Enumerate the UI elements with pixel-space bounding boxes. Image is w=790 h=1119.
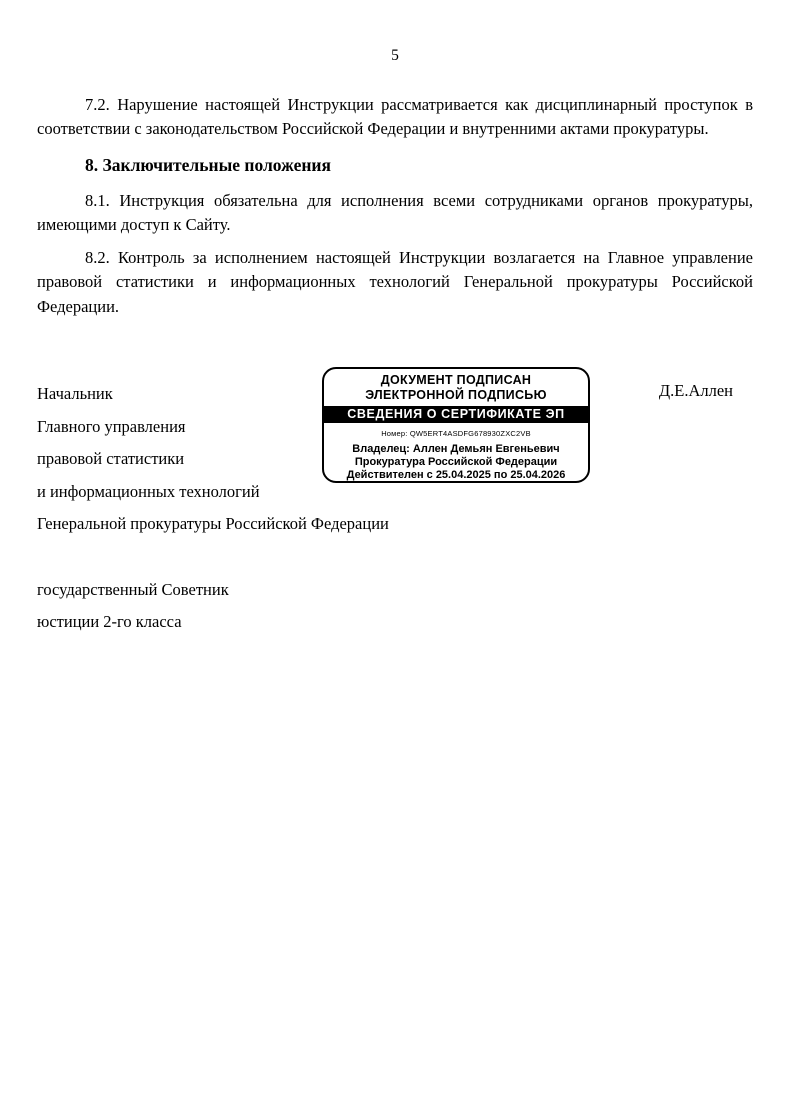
electronic-signature-stamp (322, 367, 590, 483)
paragraph-7-2: 7.2. Нарушение настоящей Инструкции рассматривается как дисциплинарный проступок в соответствии с законодательством Российской Федерации и внутренними актами прокуратуры. (37, 95, 753, 139)
stamp-certificate-band: СВЕДЕНИЯ О СЕРТИФИКАТЕ ЭП (324, 406, 588, 423)
signature-spacer (37, 541, 389, 574)
stamp-certificate-number: Номер: QW5ERT4ASDFG678930ZXC2VB (381, 429, 531, 438)
stamp-org-line: Прокуратура Российской Федерации (354, 455, 558, 468)
stamp-validity-line: Действителен с 25.04.2025 по 25.04.2026 (346, 468, 566, 481)
signature-position-line: и информационных технологий (37, 481, 260, 501)
signature-position-line: правовой статистики (37, 449, 185, 468)
stamp-title-line-1: ДОКУМЕНТ ПОДПИСАН (380, 373, 532, 387)
stamp-owner-block (324, 443, 588, 481)
stamp-title-line-2: ЭЛЕКТРОННОЙ ПОДПИСЬЮ (365, 388, 547, 402)
paragraph-8-2: 8.2. Контроль за исполнением настоящей Инструкции возлагается на Главное управление правовой статистики и информационных технологий Генеральной прокуратуры Российской Федерации. (37, 248, 753, 316)
stamp-title (324, 373, 588, 403)
signature-position-line: Главного управления (37, 416, 186, 436)
section-heading-8: 8. Заключительные положения (85, 154, 331, 175)
paragraph-8-1: 8.1. Инструкция обязательна для исполнения всеми сотрудниками органов прокуратуры, имеющими доступ к Сайту. (37, 190, 753, 234)
signature-rank-line: юстиции 2-го класса (37, 612, 182, 631)
signature-position-line: Начальник (37, 384, 113, 403)
signature-position-line: Генеральной прокуратуры Российской Федерации (37, 514, 389, 533)
signature-rank-line: государственный Советник (37, 579, 229, 599)
page-number: 5 (391, 47, 399, 64)
stamp-owner-line: Владелец: Аллен Демьян Евгеньевич (352, 443, 560, 455)
signatory-name: Д.Е.Аллен (658, 381, 733, 400)
document-body (37, 93, 753, 319)
